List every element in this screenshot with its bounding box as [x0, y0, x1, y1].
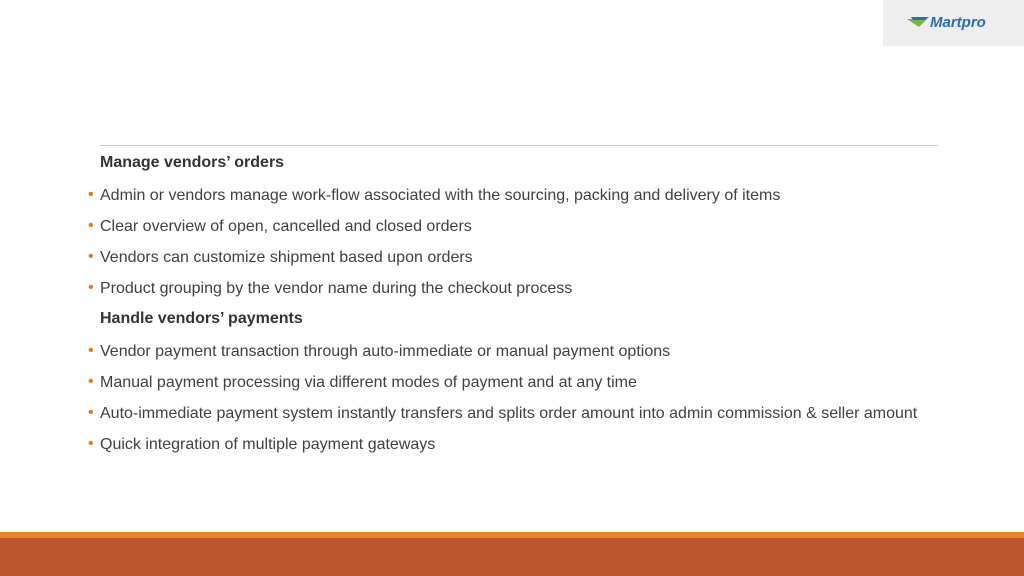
bullet-icon: • — [88, 404, 94, 421]
list-item: • Auto-immediate payment system instantly transfers and splits order amount into admin commission & seller amount — [88, 404, 918, 422]
logo-container — [883, 0, 1024, 46]
list-item: • Clear overview of open, cancelled and closed orders — [88, 217, 472, 235]
bullet-icon: • — [88, 342, 94, 359]
bullet-icon: • — [88, 186, 94, 203]
bullet-icon: • — [88, 373, 94, 390]
bullet-icon: • — [88, 217, 94, 234]
list-item: • Product grouping by the vendor name during the checkout process — [88, 279, 573, 297]
bullet-icon: • — [88, 279, 94, 296]
footer-bar — [0, 538, 1024, 576]
section-heading-payments: Handle vendors’ payments — [100, 310, 303, 327]
list-item: • Quick integration of multiple payment gateways — [88, 435, 436, 453]
bullet-icon: • — [88, 248, 94, 265]
list-item: • Vendors can customize shipment based upon orders — [88, 248, 473, 266]
bullet-icon: • — [88, 435, 94, 452]
divider-line — [100, 145, 938, 146]
list-item: • Admin or vendors manage work-flow associated with the sourcing, packing and delivery of items — [88, 186, 781, 204]
slide-content — [88, 153, 938, 465]
logo-text: Martpro — [930, 14, 986, 31]
section-heading-orders: Manage vendors’ orders — [100, 154, 285, 171]
list-item: • Vendor payment transaction through auto-immediate or manual payment options — [88, 342, 671, 360]
list-item: • Manual payment processing via different modes of payment and at any time — [88, 373, 637, 391]
martpro-logo — [905, 10, 1005, 34]
swoosh-logo-icon — [907, 19, 927, 27]
